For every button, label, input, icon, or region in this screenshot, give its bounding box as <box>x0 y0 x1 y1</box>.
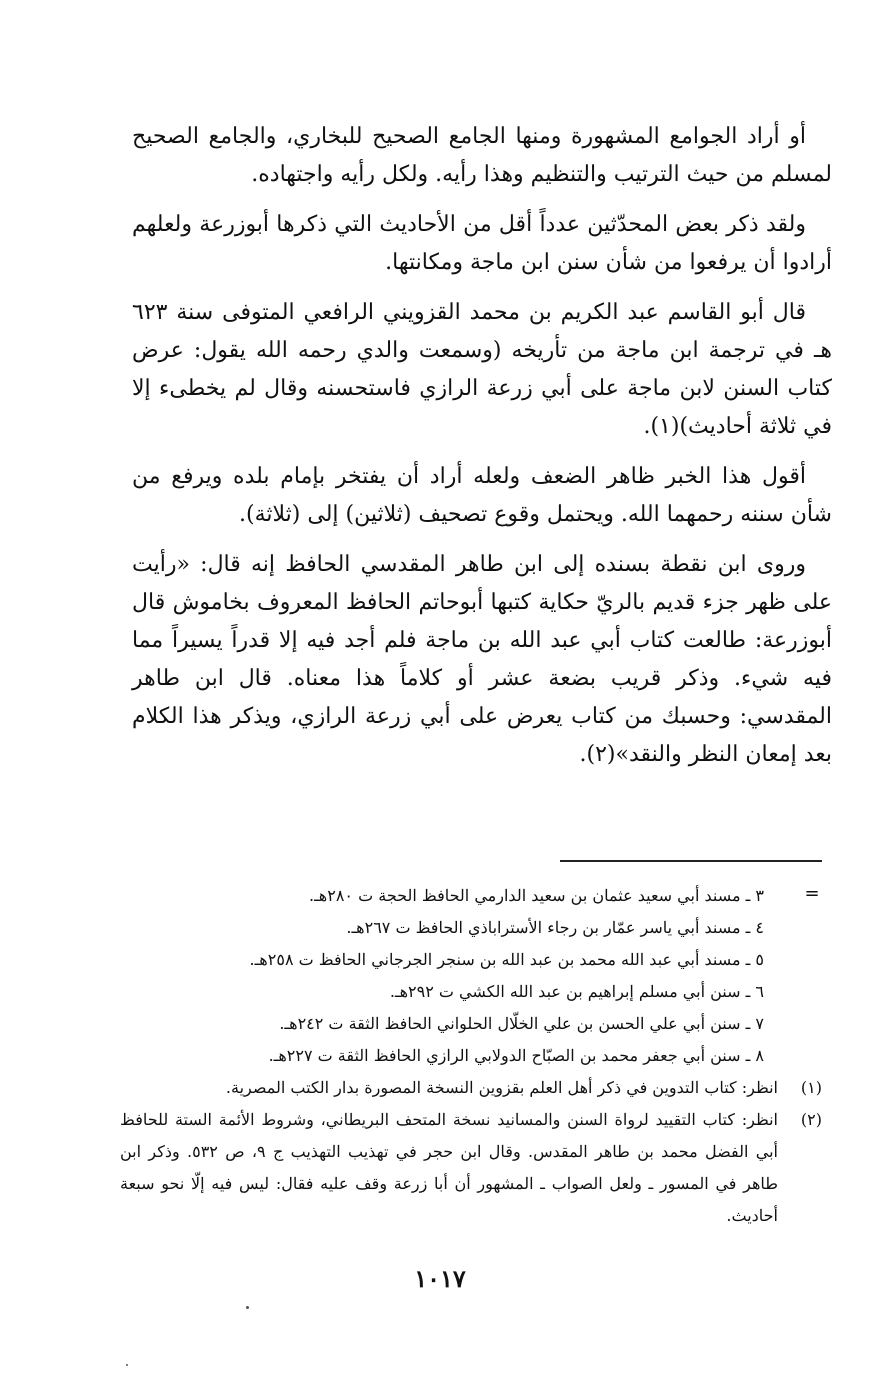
paragraph-5: وروى ابن نقطة بسنده إلى ابن طاهر المقدسي الحافظ إنه قال: «رأيت على ظهر جزء قديم بالريّ حكاية كتبها أبوحاتم الحافظ المعروف بخاموش قال أبوزرعة: طالعت كتاب أبي عبد الله بن ماجة فلم أجد فيه إلا قدراً يسيراً مما فيه شيء. وذكر قريب بضعة عشر أو كلاماً هذا معناه. قال ابن طاهر المقدسي: وحسبك من كتاب يعرض على أبي زرعة الرازي، ويذكر هذا الكلام بعد إمعان النظر والنقد»(٢). <box>132 552 832 767</box>
list-item: ٥ ـ مسند أبي عبد الله محمد بن عبد الله بن سنجر الجرجاني الحافظ ت ٢٥٨هـ. <box>249 950 764 969</box>
main-text <box>132 118 832 786</box>
paragraph-4: أقول هذا الخبر ظاهر الضعف ولعله أراد أن يفتخر بإمام بلده ويرفع من شأن سننه رحمهما الله. ويحتمل وقوع تصحيف (ثلاثين) إلى (ثلاثة). <box>132 464 832 527</box>
scan-speck <box>126 1364 128 1366</box>
list-item: ٨ ـ سنن أبي جعفر محمد بن الصبّاح الدولابي الرازي الحافظ الثقة ت ٢٢٧هـ. <box>268 1046 764 1065</box>
list-item: ٦ ـ سنن أبي مسلم إبراهيم بن عبد الله الكشي ت ٢٩٢هـ. <box>389 982 764 1001</box>
paragraph-2: ولقد ذكر بعض المحدّثين عدداً أقل من الأحاديث التي ذكرها أبوزرعة ولعلهم أرادوا أن يرفعوا من شأن سنن ابن ماجة ومكانتها. <box>132 212 832 275</box>
footnote-text: انظر: كتاب التدوين في ذكر أهل العلم بقزوين النسخة المصورة بدار الكتب المصرية. <box>225 1078 778 1097</box>
footnote-2 <box>120 1104 822 1232</box>
paragraph-3: قال أبو القاسم عبد الكريم بن محمد القزويني الرافعي المتوفى سنة ٦٢٣ هـ في ترجمة ابن ماجة من تأريخه (وسمعت والدي رحمه الله يقول: عرض كتاب السنن لابن ماجة على أبي زرعة الرازي فاستحسنه وقال لم يخطىء إلا في ثلاثة أحاديث)(١). <box>132 300 832 439</box>
footnote-number: (١) <box>800 1078 822 1097</box>
list-item: ٧ ـ سنن أبي علي الحسن بن علي الخلّال الحلواني الحافظ الثقة ت ٢٤٢هـ. <box>279 1014 764 1033</box>
scan-speck <box>246 1306 249 1309</box>
footnote-1 <box>120 1072 822 1104</box>
footnote-separator <box>560 860 822 862</box>
footnotes <box>120 880 822 1232</box>
page-number: ١٠١٧ <box>414 1264 466 1293</box>
list-item: ٤ ـ مسند أبي ياسر عمّار بن رجاء الأستراباذي الحافظ ت ٢٦٧هـ. <box>346 918 764 937</box>
continued-footnote-list <box>120 880 822 1072</box>
list-item: ٣ ـ مسند أبي سعيد عثمان بن سعيد الدارمي الحافظ الحجة ت ٢٨٠هـ. <box>309 886 764 905</box>
footnote-continuation-mark: = <box>804 883 820 904</box>
paragraph-1: أو أراد الجوامع المشهورة ومنها الجامع الصحيح للبخاري، والجامع الصحيح لمسلم من حيث الترتيب والتنظيم وهذا رأيه. ولكل رأيه واجتهاده. <box>132 124 832 187</box>
footnote-text: انظر: كتاب التقييد لرواة السنن والمسانيد نسخة المتحف البريطاني، وشروط الأئمة الستة للحافظ أبي الفضل محمد بن طاهر المقدس. وقال ابن حجر في تهذيب التهذيب ج ٩، ص ٥٣٢. وذكر ابن طاهر في المسور ـ ولعل الصواب ـ المشهور أن أبا زرعة وقف عليه فقال: ليس فيه إلّا نحو سبعة أحاديث. <box>120 1110 779 1225</box>
footnote-number: (٢) <box>800 1110 822 1129</box>
